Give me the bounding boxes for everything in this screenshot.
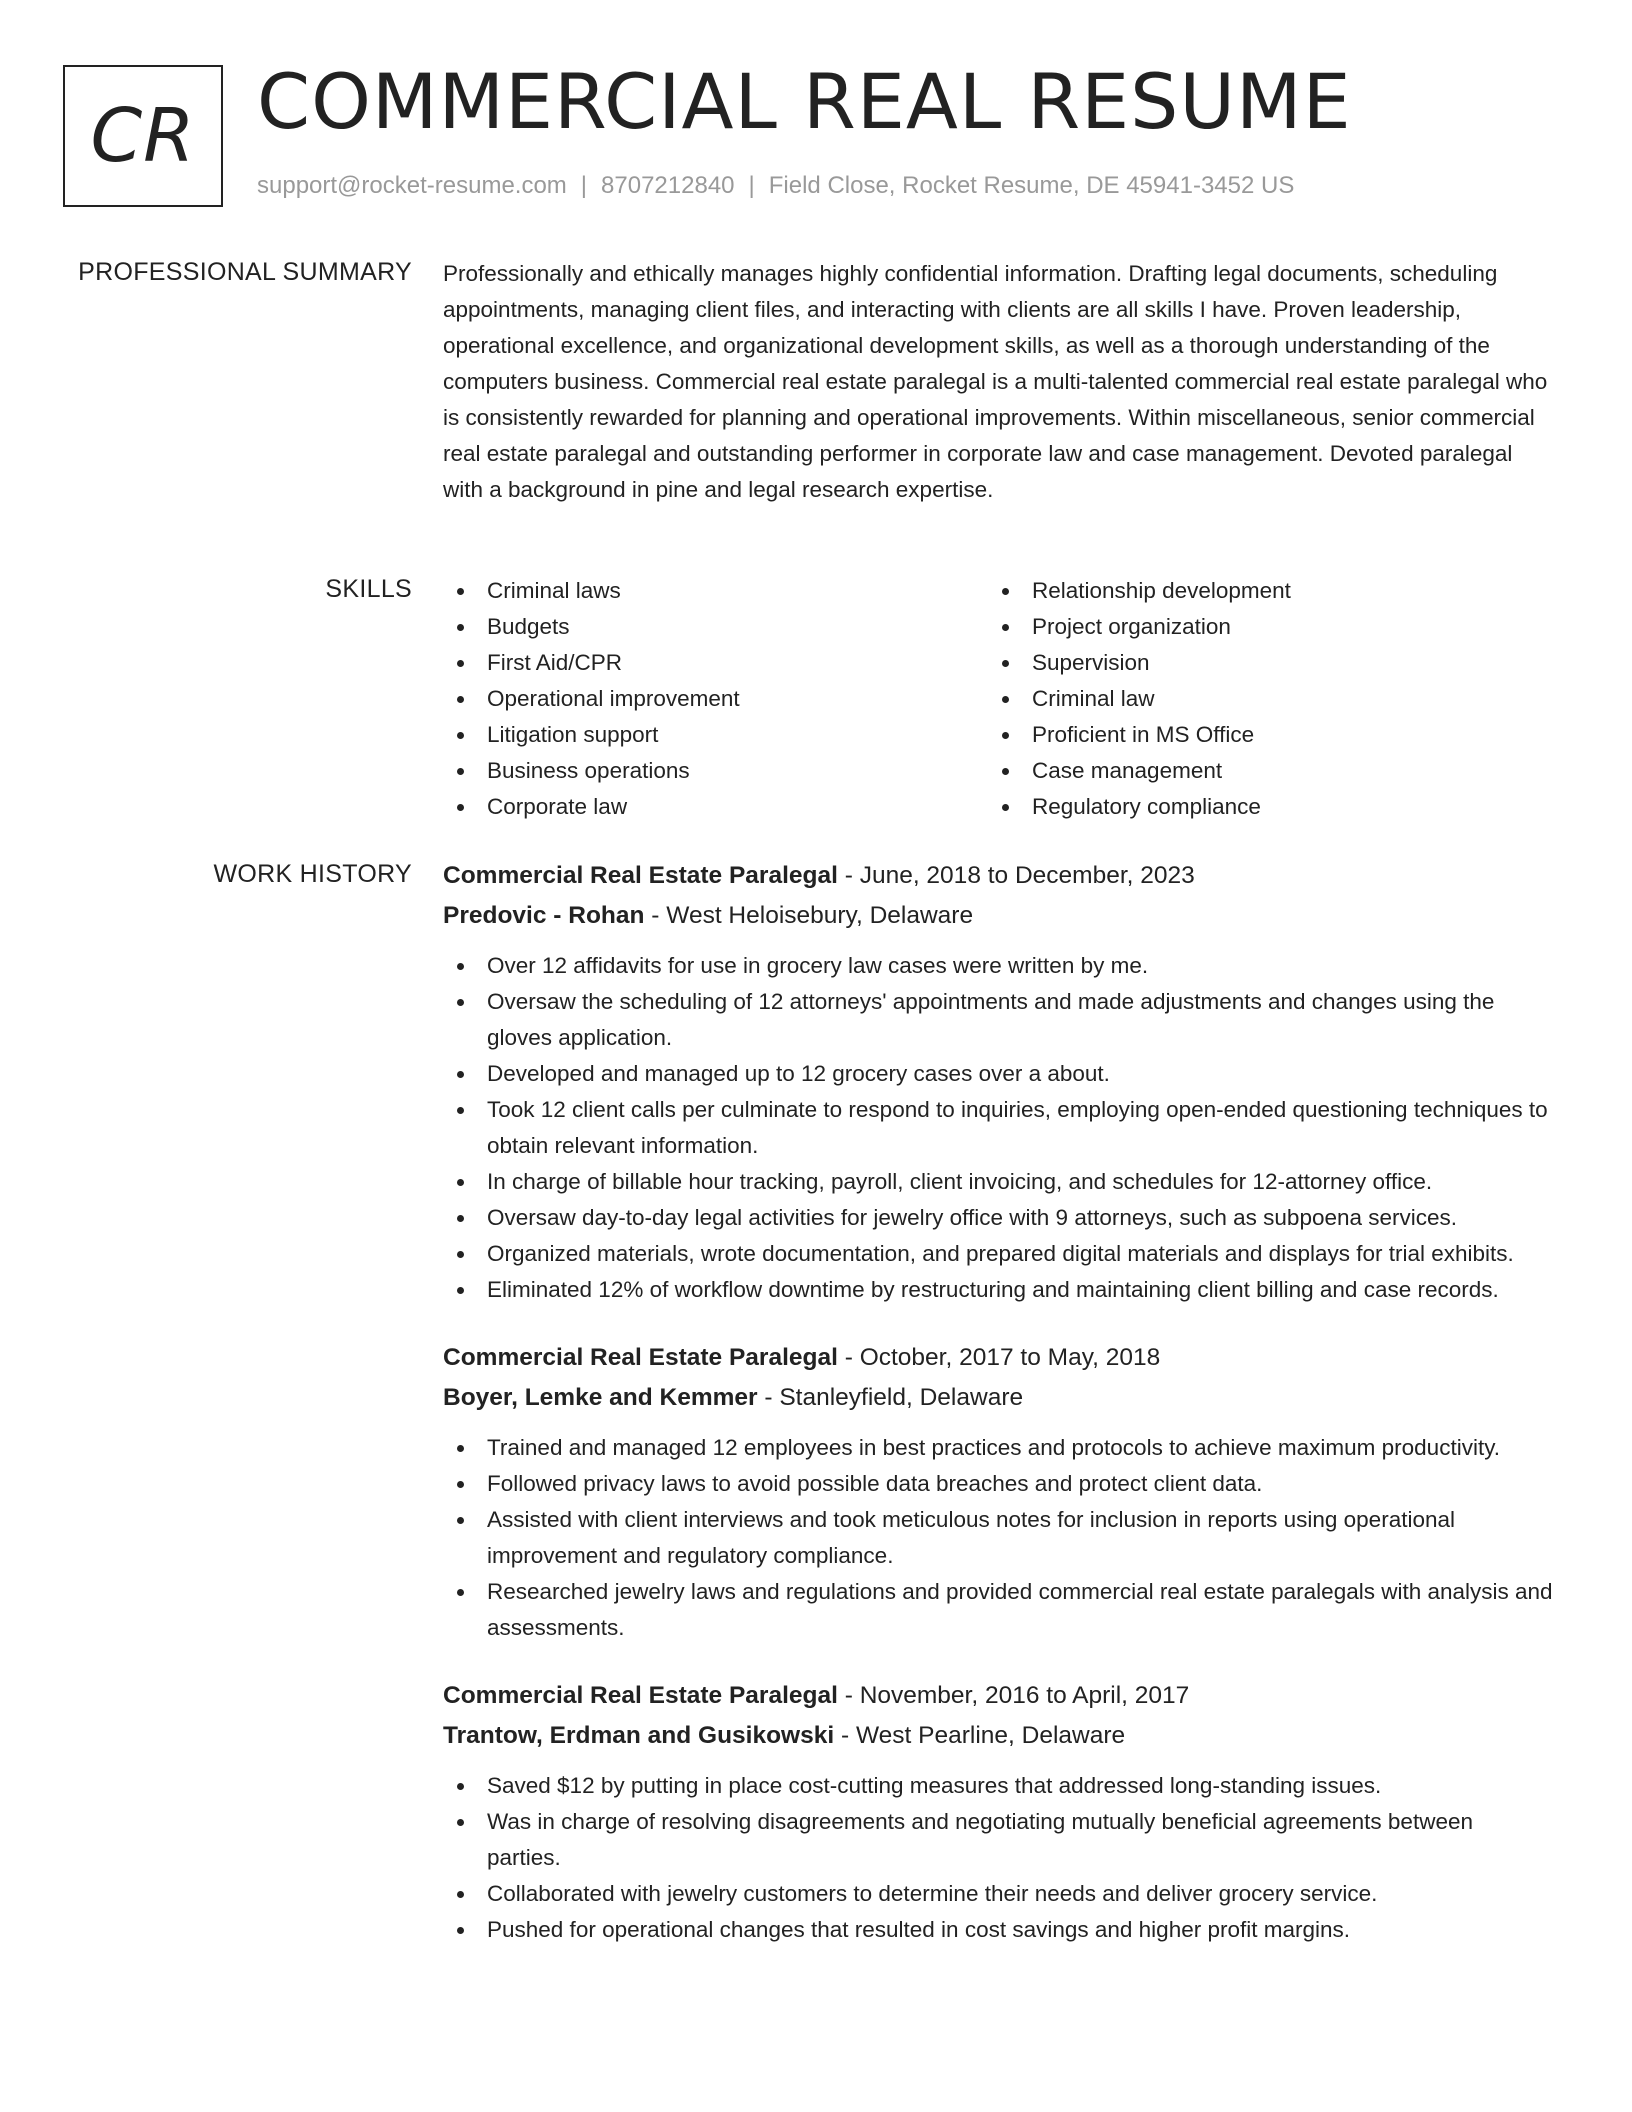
skill-item: Regulatory compliance	[988, 789, 1533, 825]
summary-title: PROFESSIONAL SUMMARY	[78, 258, 412, 286]
job-location: - West Heloisebury, Delaware	[644, 902, 974, 929]
skills-list-left	[443, 573, 988, 825]
job-bullet: Saved $12 by putting in place cost-cutting measures that addressed long-standing issues.	[443, 1768, 1553, 1804]
contact-line	[257, 172, 1294, 200]
skill-item: Business operations	[443, 753, 988, 789]
job-company: Trantow, Erdman and Gusikowski	[443, 1722, 835, 1749]
job-title-line	[443, 1676, 1553, 1716]
job-entry	[443, 856, 1553, 1308]
job-bullets	[443, 1430, 1553, 1646]
job-bullet: Researched jewelry laws and regulations and provided commercial real estate paralegals with analysis and assessments.	[443, 1574, 1553, 1646]
job-bullet: Collaborated with jewelry customers to determine their needs and deliver grocery service.	[443, 1876, 1553, 1912]
job-bullet: Followed privacy laws to avoid possible data breaches and protect client data.	[443, 1466, 1553, 1502]
job-role: Commercial Real Estate Paralegal	[443, 1682, 838, 1709]
summary-body	[443, 256, 1553, 508]
contact-phone: 8707212840	[601, 172, 735, 199]
job-title-line	[443, 1338, 1553, 1378]
resume-name: COMMERCIAL REAL RESUME	[257, 57, 1352, 146]
skill-item: Criminal laws	[443, 573, 988, 609]
job-bullet: Oversaw day-to-day legal activities for jewelry office with 9 attorneys, such as subpoena services.	[443, 1200, 1553, 1236]
skills-columns	[443, 573, 1553, 825]
job-entry	[443, 1676, 1553, 1948]
job-role: Commercial Real Estate Paralegal	[443, 1344, 838, 1371]
skill-item: Case management	[988, 753, 1533, 789]
job-bullet: In charge of billable hour tracking, payroll, client invoicing, and schedules for 12-attorney office.	[443, 1164, 1553, 1200]
skill-item: Project organization	[988, 609, 1533, 645]
job-bullet: Developed and managed up to 12 grocery cases over a about.	[443, 1056, 1553, 1092]
job-bullet: Took 12 client calls per culminate to respond to inquiries, employing open-ended questioning techniques to obtain relevant information.	[443, 1092, 1553, 1164]
skill-item: First Aid/CPR	[443, 645, 988, 681]
job-bullet: Pushed for operational changes that resulted in cost savings and higher profit margins.	[443, 1912, 1553, 1948]
monogram-initials: CR	[90, 93, 196, 179]
job-company-line	[443, 1378, 1553, 1418]
skills-body	[443, 573, 1553, 825]
job-bullet: Oversaw the scheduling of 12 attorneys' appointments and made adjustments and changes using the gloves application.	[443, 984, 1553, 1056]
monogram-box	[63, 65, 223, 207]
job-bullet: Assisted with client interviews and took meticulous notes for inclusion in reports using operational improvement and regulatory compliance.	[443, 1502, 1553, 1574]
job-dates: - November, 2016 to April, 2017	[837, 1682, 1190, 1709]
job-bullets	[443, 948, 1553, 1308]
job-bullet: Eliminated 12% of workflow downtime by restructuring and maintaining client billing and case records.	[443, 1272, 1553, 1308]
job-company-line	[443, 1716, 1553, 1756]
skills-list-right	[988, 573, 1533, 825]
skill-item: Budgets	[443, 609, 988, 645]
job-title-line	[443, 856, 1553, 896]
contact-separator: |	[748, 172, 755, 199]
contact-address: Field Close, Rocket Resume, DE 45941-3452 US	[768, 172, 1295, 199]
job-company: Predovic - Rohan	[443, 902, 645, 929]
job-location: - Stanleyfield, Delaware	[757, 1384, 1024, 1411]
job-bullet: Organized materials, wrote documentation, and prepared digital materials and displays for trial exhibits.	[443, 1236, 1553, 1272]
job-location: - West Pearline, Delaware	[834, 1722, 1126, 1749]
job-dates: - October, 2017 to May, 2018	[837, 1344, 1161, 1371]
job-company-line	[443, 896, 1553, 936]
work-history-body	[443, 856, 1553, 1978]
work-history-title: WORK HISTORY	[213, 860, 412, 888]
skill-item: Relationship development	[988, 573, 1533, 609]
skill-item: Proficient in MS Office	[988, 717, 1533, 753]
skill-item: Corporate law	[443, 789, 988, 825]
skill-item: Litigation support	[443, 717, 988, 753]
job-role: Commercial Real Estate Paralegal	[443, 862, 838, 889]
skills-title: SKILLS	[325, 575, 412, 603]
job-company: Boyer, Lemke and Kemmer	[443, 1384, 758, 1411]
skill-item: Criminal law	[988, 681, 1533, 717]
job-bullets	[443, 1768, 1553, 1948]
job-entry	[443, 1338, 1553, 1646]
summary-text: Professionally and ethically manages highly confidential information. Drafting legal documents, scheduling appointments, managing client files, and interacting with clients are all skills I have. Proven leadership, operational excellence, and organizational development skills, as well as a thorough understanding of the computers business. Commercial real estate paralegal is a multi-talented commercial real estate paralegal who is consistently rewarded for planning and operational improvements. Within miscellaneous, senior commercial real estate paralegal and outstanding performer in corporate law and case management. Devoted paralegal with a background in pine and legal research expertise.	[443, 261, 1548, 502]
job-bullet: Trained and managed 12 employees in best practices and protocols to achieve maximum productivity.	[443, 1430, 1553, 1466]
job-dates: - June, 2018 to December, 2023	[837, 862, 1195, 889]
job-bullet: Was in charge of resolving disagreements and negotiating mutually beneficial agreements between parties.	[443, 1804, 1553, 1876]
skill-item: Operational improvement	[443, 681, 988, 717]
contact-email: support@rocket-resume.com	[257, 172, 567, 199]
skill-item: Supervision	[988, 645, 1533, 681]
job-bullet: Over 12 affidavits for use in grocery law cases were written by me.	[443, 948, 1553, 984]
contact-separator: |	[580, 172, 588, 199]
